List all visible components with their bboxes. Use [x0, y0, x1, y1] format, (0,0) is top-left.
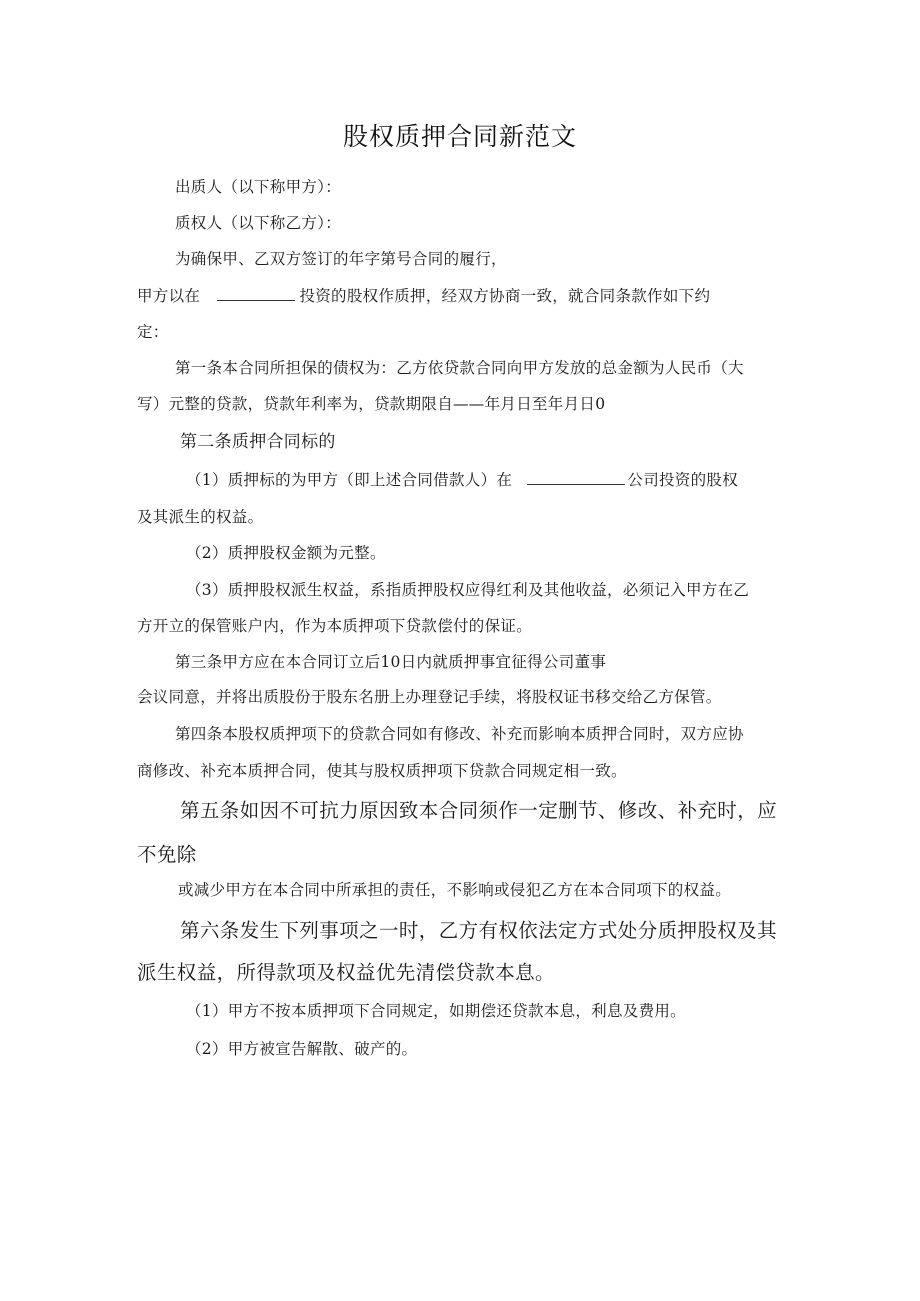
article-2-item-1-cont: 及其派生的权益。 [137, 508, 264, 526]
article-2-item-1 [186, 470, 738, 490]
pledgor-line: 出质人（以下称甲方）： [175, 178, 342, 196]
article-6-item-2: （2）甲方被宣告解散、破产的。 [186, 1040, 418, 1058]
article-5-line-3: 或减少甲方在本合同中所承担的责任，不影响或侵犯乙方在本合同项下的权益。 [178, 881, 732, 899]
article-2-item-2: （2）质押股权金额为元整。 [186, 544, 386, 562]
article-5-line-1: 第五条如因不可抗力原因致本合同须作一定删节、修改、补充时，应 [180, 799, 778, 822]
article-2-heading: 第二条质押合同标的 [180, 432, 336, 452]
intro-line-3: 定： [137, 323, 169, 341]
blank-field-investment [217, 286, 295, 301]
article-6-item-1: （1）甲方不按本质押项下合同规定，如期偿还贷款本息，利息及费用。 [186, 1002, 686, 1020]
intro-line-1: 为确保甲、乙双方签订的年字第号合同的履行， [175, 250, 507, 268]
intro-line-2-end: 投资的股权作质押，经双方协商一致，就合同条款作如下约 [299, 287, 711, 305]
document-title: 股权质押合同新范文 [342, 122, 577, 151]
article-3-line-1: 第三条甲方应在本合同订立后10日内就质押事宜征得公司董事 [175, 653, 607, 671]
article-6-line-2: 派生权益，所得款项及权益优先清偿贷款本息。 [137, 961, 555, 984]
article-4-line-1: 第四条本股权质押项下的贷款合同如有修改、补充而影响本质押合同时，双方应协 [175, 725, 744, 743]
article-1-line-2: 写）元整的贷款，贷款年利率为，贷款期限自——年月日至年月日0 [137, 395, 606, 413]
article-4-line-2: 商修改、补充本质押合同，使其与股权质押项下贷款合同规定相一致。 [137, 762, 627, 780]
article-2-item-1-start: （1）质押标的为甲方（即上述合同借款人）在 [186, 471, 513, 489]
article-2-item-3-line-1: （3）质押股权派生权益，系指质押股权应得红利及其他收益，必须记入甲方在乙 [186, 581, 750, 599]
article-3-line-2: 会议同意，并将出质股份于股东名册上办理登记手续，将股权证书移交给乙方保管。 [137, 688, 722, 706]
blank-field-company [527, 470, 625, 485]
pledgee-line: 质权人（以下称乙方）： [175, 214, 342, 232]
article-6-line-1: 第六条发生下列事项之一时，乙方有权依法定方式处分质押股权及其 [180, 919, 778, 942]
article-2-item-1-end: 公司投资的股权 [627, 471, 739, 489]
intro-line-2 [137, 286, 710, 306]
article-2-item-3-line-2: 方开立的保管账户内，作为本质押项下贷款偿付的保证。 [137, 617, 533, 635]
intro-line-2-start: 甲方以在 [137, 287, 201, 305]
article-5-line-2: 不免除 [137, 843, 197, 866]
article-1-line-1: 第一条本合同所担保的债权为：乙方依贷款合同向甲方发放的总金额为人民币（大 [175, 359, 744, 377]
